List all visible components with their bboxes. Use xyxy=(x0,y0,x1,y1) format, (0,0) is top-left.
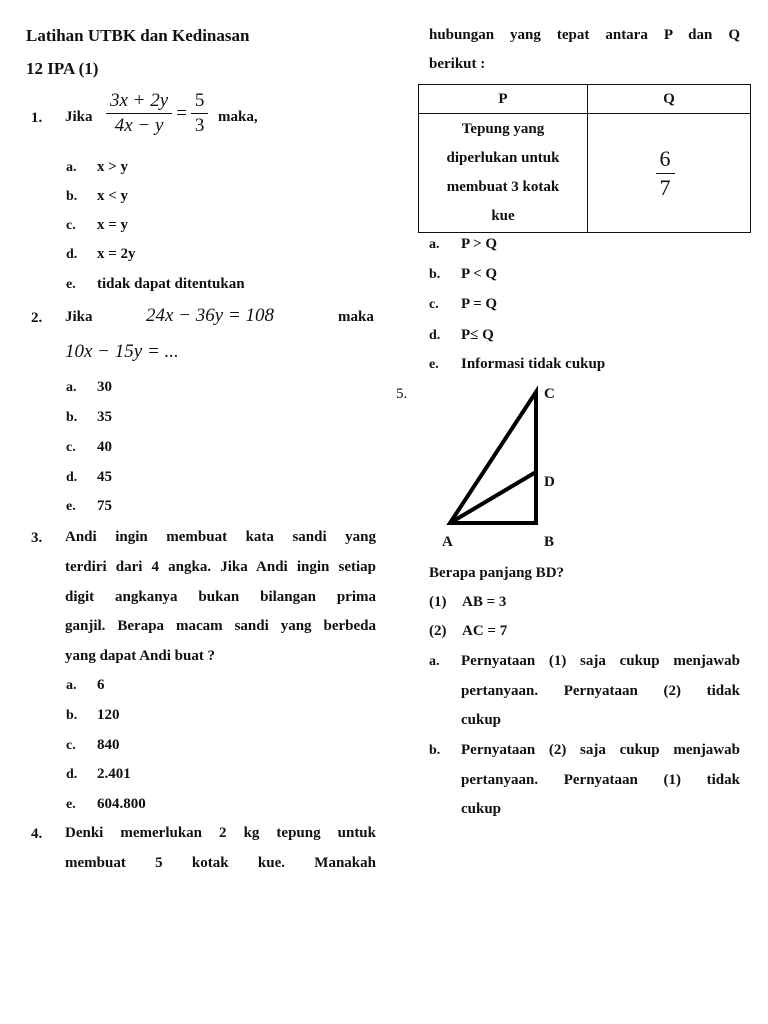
question-4-line: Denki memerlukan 2 kg tepung untuk xyxy=(65,825,376,841)
option-letter: b. xyxy=(429,267,441,282)
option-letter: c. xyxy=(66,440,76,455)
label-a: A xyxy=(442,534,453,550)
question-4-line: membuat 5 kotak kue. Manakah xyxy=(65,855,376,871)
option-text: 40 xyxy=(97,439,112,455)
question-5-prompt: Berapa panjang BD? xyxy=(429,565,565,581)
option-text: 120 xyxy=(97,707,120,723)
option-letter: a. xyxy=(429,654,440,669)
question-5-number: 5. xyxy=(396,386,408,402)
option-letter: b. xyxy=(66,708,78,723)
option-text: x > y xyxy=(97,159,129,175)
question-3-line: Andi ingin membuat kata sandi yang xyxy=(65,529,376,545)
option-letter: d. xyxy=(66,470,78,485)
option-text: x < y xyxy=(97,188,129,204)
option-letter: b. xyxy=(429,743,441,758)
option-letter: b. xyxy=(66,189,78,204)
question-2-tail: maka xyxy=(338,309,374,325)
label-c: C xyxy=(544,386,555,402)
fraction-right: $\frac{5}{3}$ xyxy=(191,90,209,137)
table-cell-q xyxy=(588,114,751,233)
option-letter: e. xyxy=(66,277,76,292)
option-text: P < Q xyxy=(461,266,498,282)
option-text: pertanyaan. Pernyataan (1) tidak xyxy=(461,772,740,788)
option-letter: a. xyxy=(66,160,77,175)
option-letter: d. xyxy=(66,767,78,782)
option-text: 30 xyxy=(97,379,112,395)
option-text: 75 xyxy=(97,498,112,514)
option-text: 6 xyxy=(97,677,105,693)
option-text: Pernyataan (1) saja cukup menjawab xyxy=(461,653,740,669)
statement-number: (1) xyxy=(429,594,447,610)
option-letter: e. xyxy=(429,357,439,372)
option-letter: c. xyxy=(429,297,439,312)
question-1-tail: maka, xyxy=(218,109,258,125)
question-3-line: yang dapat Andi buat ? xyxy=(65,648,216,664)
question-3-line: ganjil. Berapa macam sandi yang berbeda xyxy=(65,618,376,634)
option-text: 45 xyxy=(97,469,112,485)
statement-text: AC = 7 xyxy=(462,623,508,639)
option-text: cukup xyxy=(461,712,502,728)
fraction-left: $\frac{3x + 2y}{4x - y}$ xyxy=(106,90,172,137)
option-letter: a. xyxy=(429,237,440,252)
option-letter: b. xyxy=(66,410,78,425)
page-subtitle: 12 IPA (1) xyxy=(26,59,99,78)
option-letter: e. xyxy=(66,499,76,514)
option-text: pertanyaan. Pernyataan (2) tidak xyxy=(461,683,740,699)
option-text: P > Q xyxy=(461,236,498,252)
fraction-q: $\frac{6}{7}$ xyxy=(656,146,675,201)
option-letter: c. xyxy=(66,218,76,233)
option-letter: d. xyxy=(66,247,78,262)
option-text: cukup xyxy=(461,801,502,817)
option-letter: a. xyxy=(66,678,77,693)
question-3-number: 3. xyxy=(31,530,43,546)
option-text: Informasi tidak cukup xyxy=(461,356,606,372)
statement-text: AB = 3 xyxy=(462,594,507,610)
option-text: x = y xyxy=(97,217,129,233)
segment-ad xyxy=(450,472,536,523)
option-text: x = 2y xyxy=(97,246,136,262)
option-text: Pernyataan (2) saja cukup menjawab xyxy=(461,742,740,758)
option-text: tidak dapat ditentukan xyxy=(97,276,245,292)
question-2-number: 2. xyxy=(31,310,43,326)
question-3-line: terdiri dari 4 angka. Jika Andi ingin setiap xyxy=(65,559,376,575)
label-b: B xyxy=(544,534,555,550)
option-text: 2.401 xyxy=(97,766,131,782)
question-1-lead: Jika xyxy=(65,109,93,125)
option-letter: a. xyxy=(66,380,77,395)
option-text: 35 xyxy=(97,409,112,425)
question-3-line: digit angkanya bukan bilangan prima xyxy=(65,589,376,605)
label-d: D xyxy=(544,474,555,490)
option-letter: c. xyxy=(66,738,76,753)
question-1-equation: $\frac{3x + 2y}{4x - y}$ = $\frac{5}{3}$ xyxy=(106,90,208,137)
option-letter: d. xyxy=(429,328,441,343)
option-text: P≤ Q xyxy=(461,327,494,343)
question-4-line: hubungan yang tepat antara P dan Q xyxy=(429,27,740,43)
question-2-lead: Jika xyxy=(65,309,93,325)
option-text: 604.800 xyxy=(97,796,146,812)
table-header-q: Q xyxy=(588,85,751,114)
question-2-equation: 24x − 36y = 108 xyxy=(146,305,275,326)
question-1-number: 1. xyxy=(31,110,43,126)
table-cell-p: Tepung yang diperlukan untuk membuat 3 kotak kue xyxy=(419,114,588,233)
option-text: P = Q xyxy=(461,296,498,312)
question-4-line: berikut : xyxy=(429,56,486,72)
triangle-figure xyxy=(430,380,570,555)
table-header-p: P xyxy=(419,85,588,114)
page-title: Latihan UTBK dan Kedinasan xyxy=(26,26,250,45)
question-4-number: 4. xyxy=(31,826,43,842)
question-2-expression: 10x − 15y = ... xyxy=(65,341,179,362)
option-text: 840 xyxy=(97,737,120,753)
statement-number: (2) xyxy=(429,623,447,639)
option-letter: e. xyxy=(66,797,76,812)
triangle-abc xyxy=(450,392,536,523)
pq-table xyxy=(418,84,751,233)
